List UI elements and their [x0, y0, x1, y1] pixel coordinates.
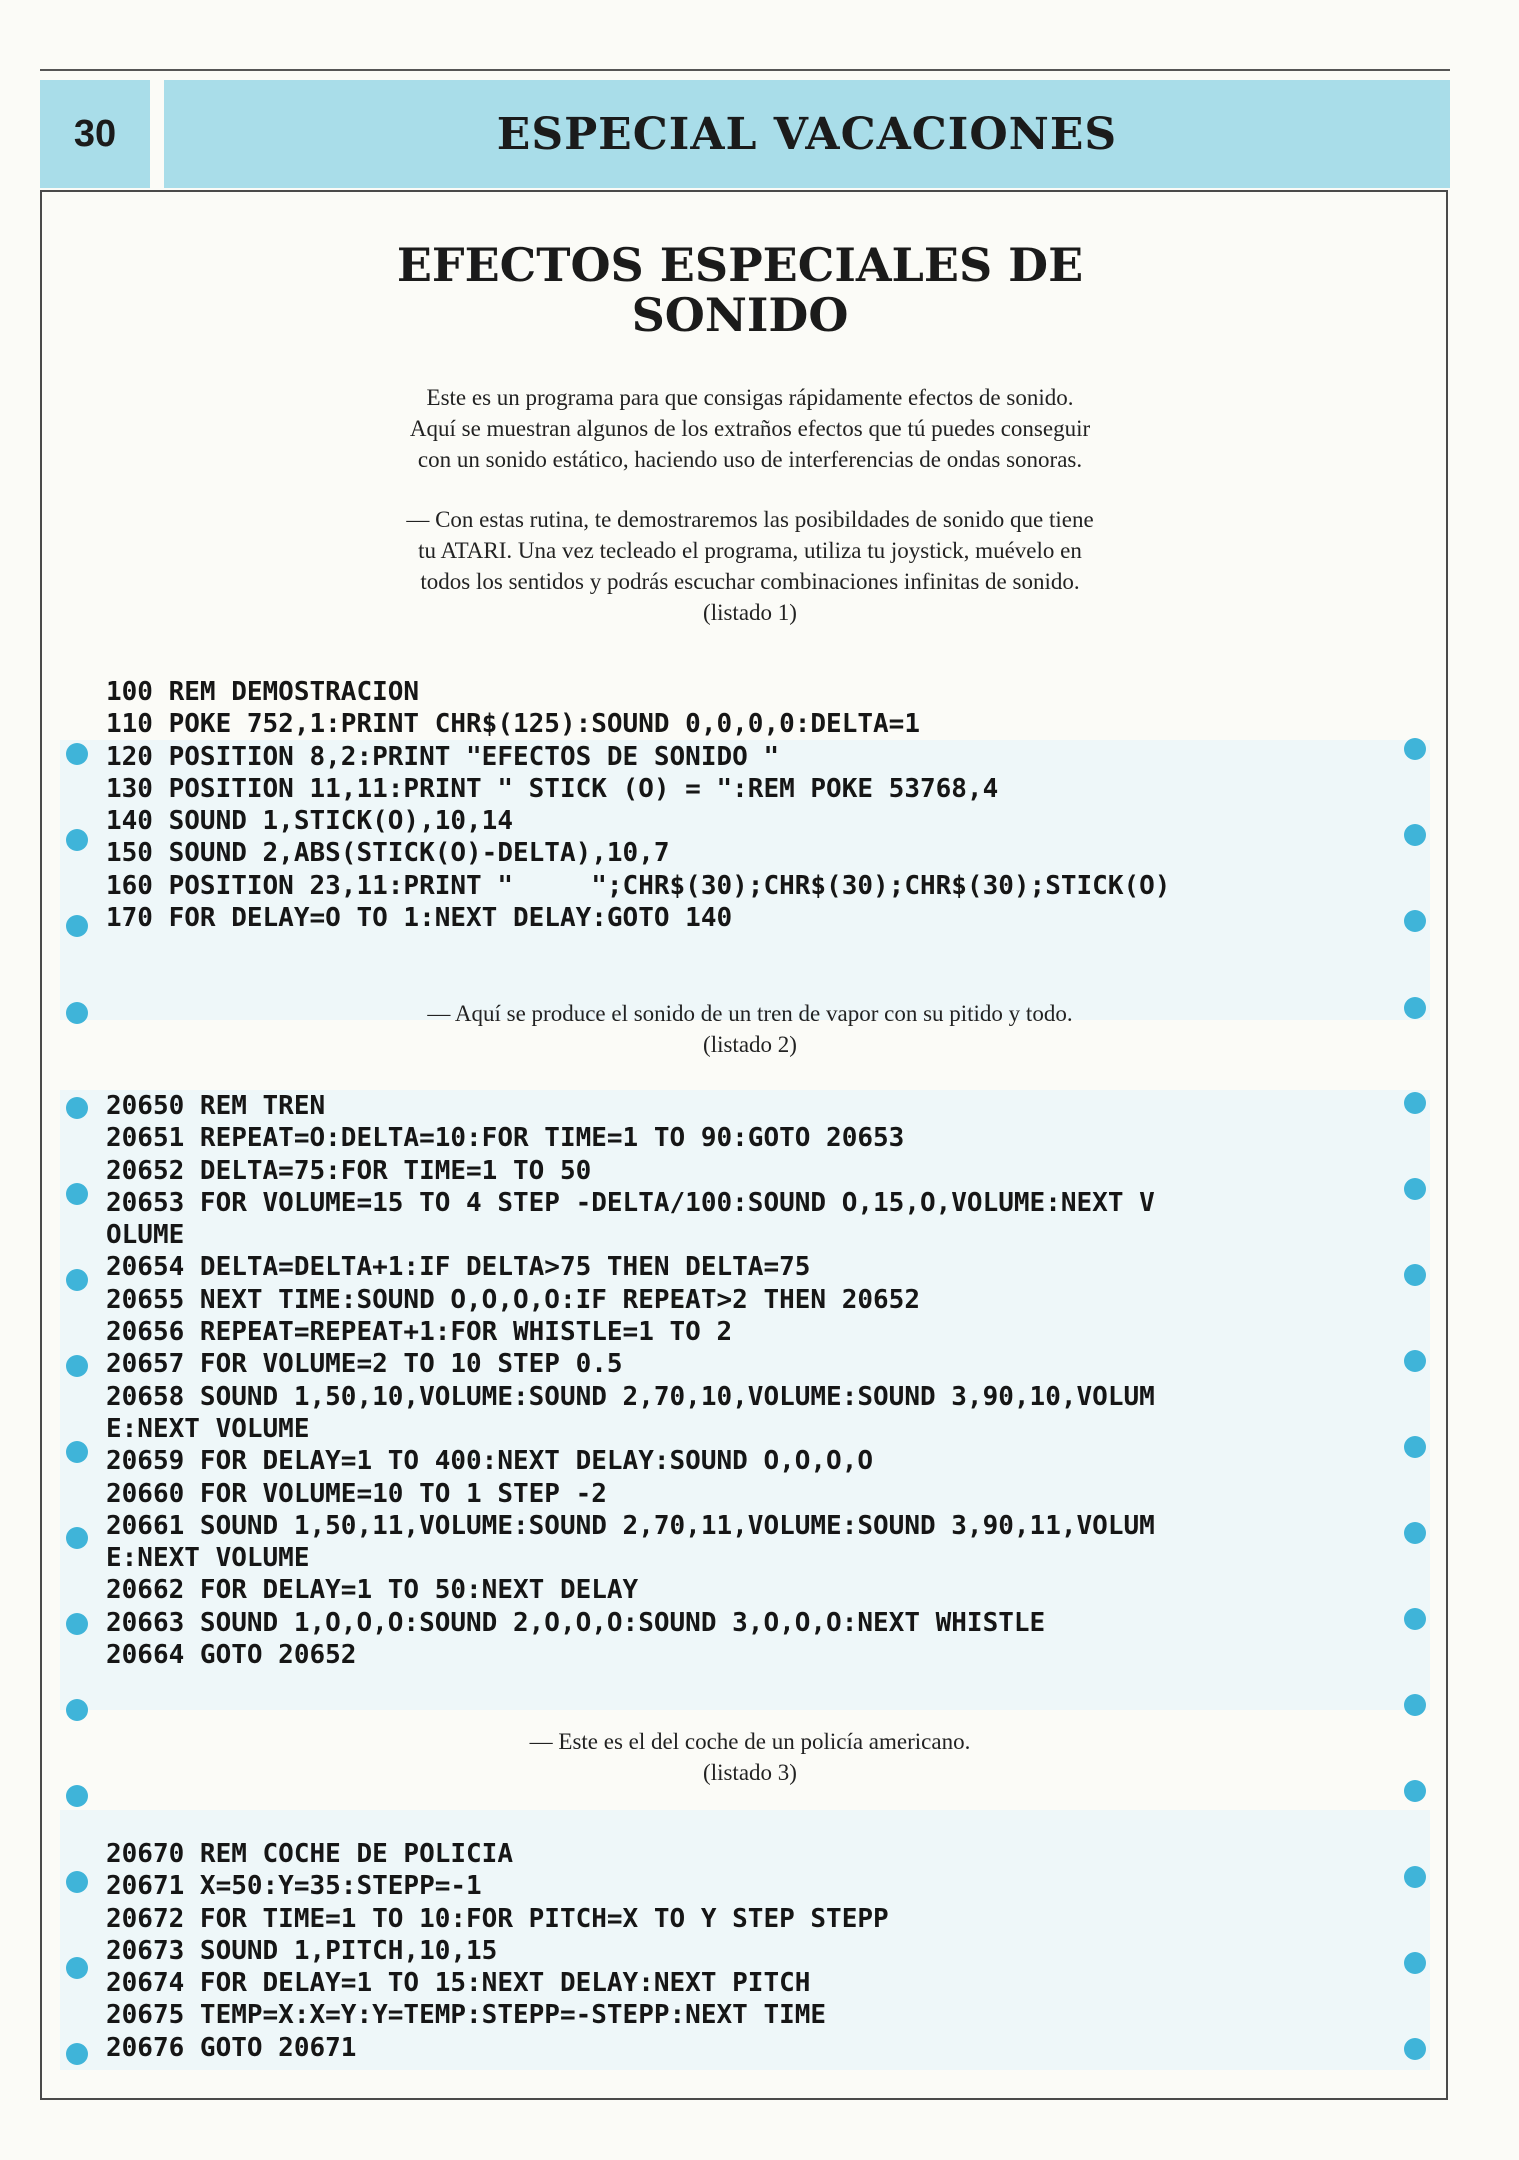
binder-dot-icon: [66, 743, 88, 765]
intro-line: Aquí se muestran algunos de los extraños efectos que tú puedes conseguir: [409, 416, 1091, 441]
code-line: 20661 SOUND 1,50,11,VOLUME:SOUND 2,70,11,VOLUME:SOUND 3,90,11,VOLUM: [106, 1510, 1155, 1541]
binder-dot-icon: [1404, 1350, 1426, 1372]
binder-dot-icon: [1404, 1436, 1426, 1458]
binder-dot-icon: [66, 1957, 88, 1979]
binder-dot-icon: [1404, 1694, 1426, 1716]
binder-dot-icon: [1404, 1264, 1426, 1286]
code-line: 20652 DELTA=75:FOR TIME=1 TO 50: [106, 1155, 592, 1186]
article-title-line: SONIDO: [631, 288, 849, 342]
binder-dot-icon: [66, 1613, 88, 1635]
code-listing-1: [106, 676, 1406, 934]
binder-dot-icon: [1404, 1522, 1426, 1544]
code-line: 20662 FOR DELAY=1 TO 50:NEXT DELAY: [106, 1575, 639, 1606]
code-line: 100 REM DEMOSTRACION: [106, 677, 420, 707]
code-line: 20670 REM COCHE DE POLICIA: [106, 1839, 513, 1869]
listing1-description: [290, 504, 1210, 628]
code-line: 140 SOUND 1,STICK(O),10,14: [106, 806, 513, 837]
binder-dot-icon: [1404, 910, 1426, 932]
code-line: 20674 FOR DELAY=1 TO 15:NEXT DELAY:NEXT PITCH: [106, 1968, 811, 1999]
article-title: [240, 240, 1240, 340]
code-line: 20673 SOUND 1,PITCH,10,15: [106, 1935, 498, 1966]
code-line: 20676 GOTO 20671: [106, 2032, 357, 2063]
code-line: 150 SOUND 2,ABS(STICK(O)-DELTA),10,7: [106, 838, 670, 869]
binder-dot-icon: [66, 1699, 88, 1721]
binder-dot-icon: [66, 1527, 88, 1549]
binder-dot-icon: [66, 1355, 88, 1377]
code-line: 20654 DELTA=DELTA+1:IF DELTA>75 THEN DELTA=75: [106, 1252, 811, 1283]
binder-dot-icon: [1404, 1178, 1426, 1200]
code-line: 20650 REM TREN: [106, 1091, 326, 1121]
section-header: [164, 80, 1450, 188]
description-line: — Con estas rutina, te demostraremos las posibildades de sonido que tiene: [406, 507, 1094, 532]
binder-dot-icon: [66, 1097, 88, 1119]
intro-paragraph: [290, 382, 1210, 475]
listing2-description: [290, 998, 1210, 1060]
code-line: 20660 FOR VOLUME=10 TO 1 STEP -2: [106, 1478, 607, 1509]
code-listing-3: [106, 1838, 1406, 2064]
binder-dot-icon: [66, 1269, 88, 1291]
binder-dot-icon: [1404, 1866, 1426, 1888]
listing2-ref: (listado 2): [703, 1032, 797, 1057]
binder-dot-icon: [66, 1785, 88, 1807]
code-line: 20663 SOUND 1,O,O,O:SOUND 2,O,O,O:SOUND 3,O,O,O:NEXT WHISTLE: [106, 1607, 1046, 1638]
code-line: OLUME: [106, 1220, 185, 1251]
binder-dot-icon: [66, 1002, 88, 1024]
page-number: 30: [73, 112, 117, 155]
code-line: 20657 FOR VOLUME=2 TO 10 STEP 0.5: [106, 1349, 623, 1380]
binder-dot-icon: [1404, 824, 1426, 846]
binder-dot-icon: [1404, 1780, 1426, 1802]
description-line: — Este es el del coche de un policía americano.: [529, 1729, 971, 1754]
code-line: 170 FOR DELAY=O TO 1:NEXT DELAY:GOTO 140: [106, 903, 733, 934]
code-line: 110 POKE 752,1:PRINT CHR$(125):SOUND 0,0,0,0:DELTA=1: [106, 709, 920, 740]
top-rule: [40, 69, 1450, 71]
code-line: E:NEXT VOLUME: [106, 1543, 310, 1574]
page-number-box: [40, 80, 150, 188]
binder-dot-icon: [66, 1183, 88, 1205]
binder-dot-icon: [1404, 2038, 1426, 2060]
listing1-ref: (listado 1): [703, 600, 797, 625]
intro-line: Este es un programa para que consigas rápidamente efectos de sonido.: [426, 385, 1074, 410]
listing3-ref: (listado 3): [703, 1760, 797, 1785]
code-line: 20659 FOR DELAY=1 TO 400:NEXT DELAY:SOUND O,O,O,O: [106, 1446, 874, 1477]
binder-dot-icon: [1404, 1608, 1426, 1630]
binder-dot-icon: [66, 1871, 88, 1893]
code-line: 20672 FOR TIME=1 TO 10:FOR PITCH=X TO Y STEP STEPP: [106, 1903, 889, 1934]
code-line: 20664 GOTO 20652: [106, 1640, 357, 1671]
code-line: 20675 TEMP=X:X=Y:Y=TEMP:STEPP=-STEPP:NEXT TIME: [106, 2000, 827, 2031]
code-line: 20655 NEXT TIME:SOUND O,O,O,O:IF REPEAT>2 THEN 20652: [106, 1284, 920, 1315]
binder-dot-icon: [66, 2043, 88, 2065]
binder-dot-icon: [66, 1441, 88, 1463]
binder-dot-icon: [66, 915, 88, 937]
code-line: 20656 REPEAT=REPEAT+1:FOR WHISTLE=1 TO 2: [106, 1317, 733, 1348]
binder-dot-icon: [1404, 997, 1426, 1019]
code-listing-2: [106, 1090, 1406, 1671]
article-title-line: EFECTOS ESPECIALES DE: [396, 238, 1084, 292]
code-line: 20651 REPEAT=O:DELTA=10:FOR TIME=1 TO 90:GOTO 20653: [106, 1123, 905, 1154]
code-line: 120 POSITION 8,2:PRINT "EFECTOS DE SONIDO ": [106, 741, 780, 772]
intro-line: con un sonido estático, haciendo uso de interferencias de ondas sonoras.: [417, 447, 1083, 472]
binder-dot-icon: [1404, 1952, 1426, 1974]
binder-dot-icon: [66, 829, 88, 851]
listing3-description: [290, 1726, 1210, 1788]
description-line: — Aquí se produce el sonido de un tren de vapor con su pitido y todo.: [427, 1001, 1073, 1026]
section-title: ESPECIAL VACACIONES: [496, 108, 1118, 160]
code-line: E:NEXT VOLUME: [106, 1413, 310, 1444]
description-line: todos los sentidos y podrás escuchar combinaciones infinitas de sonido.: [420, 569, 1080, 594]
binder-dot-icon: [1404, 1092, 1426, 1114]
code-line: 20658 SOUND 1,50,10,VOLUME:SOUND 2,70,10,VOLUME:SOUND 3,90,10,VOLUM: [106, 1381, 1155, 1412]
description-line: tu ATARI. Una vez tecleado el programa, utiliza tu joystick, muévelo en: [418, 538, 1082, 563]
code-line: 20653 FOR VOLUME=15 TO 4 STEP -DELTA/100:SOUND O,15,O,VOLUME:NEXT V: [106, 1187, 1155, 1218]
code-line: 130 POSITION 11,11:PRINT " STICK (O) = ":REM POKE 53768,4: [106, 773, 999, 804]
code-line: 160 POSITION 23,11:PRINT " ";CHR$(30);CHR$(30);CHR$(30);STICK(O): [106, 870, 1171, 901]
code-line: 20671 X=50:Y=35:STEPP=-1: [106, 1871, 482, 1902]
binder-dot-icon: [1404, 738, 1426, 760]
